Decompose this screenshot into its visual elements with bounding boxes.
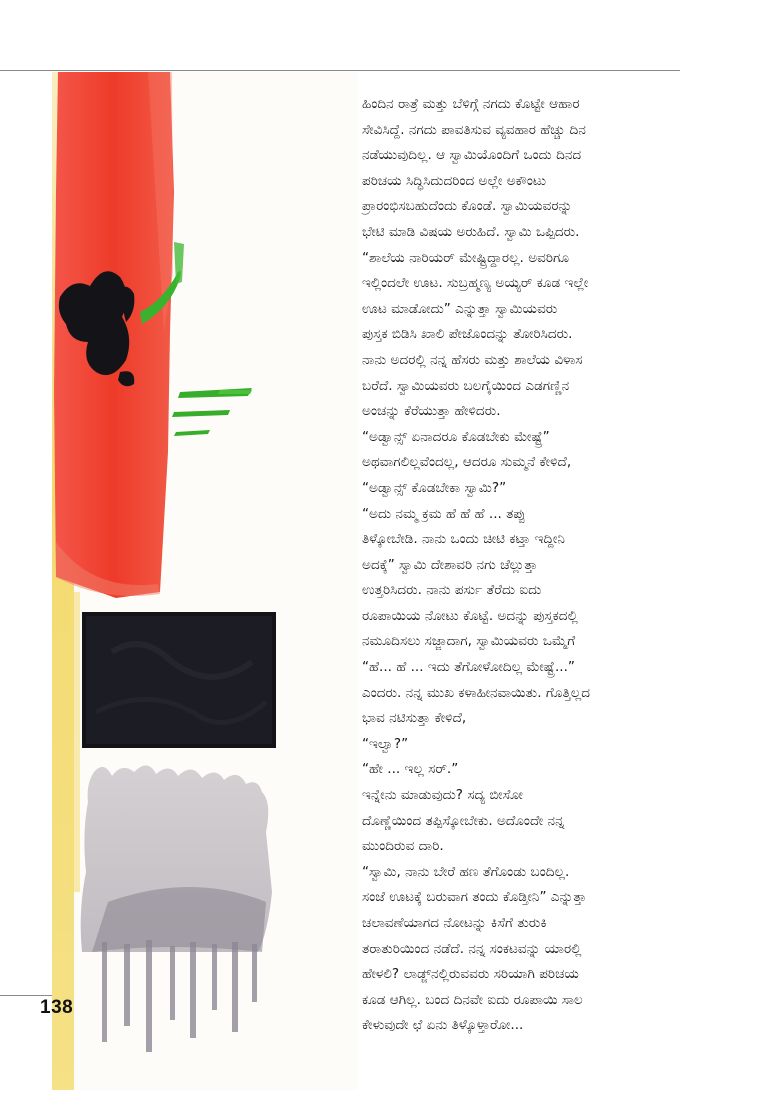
text-line: ತರಾತುರಿಯಿಂದ ನಡೆದೆ. ನನ್ನ ಸಂಕಟವನ್ನು ಯಾರಲ್ಲಿ <box>362 940 582 957</box>
text-line: ಚಲಾವಣೆಯಾಗದ ನೋಟನ್ನು ಕಿಸೆಗೆ ತುರುಕಿ <box>362 915 547 931</box>
ink-artwork-illustration <box>52 72 358 1090</box>
text-line: ಅಥವಾಗಲಿಲ್ಲವೆಂದಲ್ಲ, ಆದರೂ ಸುಮ್ಮನೆ ಕೇಳಿದೆ, <box>362 454 572 471</box>
text-line: ನಮೂದಿಸಲು ಸಜ್ಜಾದಾಗ, ಸ್ವಾಮಿಯವರು ಒಮ್ಮೆಗೆ <box>362 633 576 650</box>
top-rule <box>0 70 680 71</box>
text-line: “ಹೆ... ಹೆ ... ಇದು ತೆಗೋಳೋದಿಲ್ಲ ಮೇಷ್ಟ್ರೆ...” <box>362 659 575 676</box>
text-line: ಉತ್ತರಿಸಿದರು. ನಾನು ಪರ್ಸು ತೆರೆದು ಐದು <box>362 582 542 599</box>
text-line: “ಅದು ನಮ್ಮ ಕ್ರಮ ಹೆ ಹೆ ಹೆ ... ತಪ್ಪು <box>362 505 526 522</box>
text-line: “ಸ್ವಾಮಿ, ನಾನು ಬೇರೆ ಹಣ ತೆಗೊಂಡು ಬಂದಿಲ್ಲ. <box>362 863 570 880</box>
text-line: ಪ್ರಾರಂಭಿಸಬಹುದೆಂದು ಕೊಂಡೆ. ಸ್ವಾಮಿಯವರನ್ನು <box>362 198 573 215</box>
text-line: ರೂಪಾಯಿಯ ನೋಟು ಕೊಟ್ಟೆ. ಅದನ್ನು ಪುಸ್ತಕದಲ್ಲಿ <box>362 607 578 624</box>
body-text <box>362 92 680 1039</box>
page-number: 138 <box>40 997 74 1018</box>
text-line: ಊಟ ಮಾಡೋದು” ಎನ್ನುತ್ತಾ ಸ್ವಾಮಿಯವರು <box>362 300 558 317</box>
black-ink-rectangle <box>82 612 276 748</box>
text-line: “ಅಡ್ವಾನ್ಸ್ ಕೊಡಬೇಕಾ ಸ್ವಾಮಿ?” <box>362 479 507 496</box>
text-line: ನಾನು ಅದರಲ್ಲಿ ನನ್ನ ಹೆಸರು ಮತ್ತು ಶಾಲೆಯ ವಿಳಾಸ <box>362 351 583 368</box>
text-line: ದೊಣ್ಣೆಯಿಂದ ತಪ್ಪಿಸ್ಕೋಬೇಕು. ಅದೊಂದೇ ನನ್ನ <box>362 812 565 829</box>
text-line: ಬರೆದೆ. ಸ್ವಾಮಿಯವರು ಬಲಗೈಯಿಂದ ಎಡಗಣ್ಣಿನ <box>362 377 570 394</box>
text-line: ಅಂಚನ್ನು ಕೆರೆಯುತ್ತಾ ಹೇಳಿದರು. <box>362 403 501 420</box>
text-line: ತಿಳ್ಕೋಬೇಡಿ. ನಾನು ಒಂದು ಚೀಟಿ ಕಟ್ತಾ ಇದ್ದೀನಿ <box>362 531 565 548</box>
text-line: ಭಾವ ನಟಿಸುತ್ತಾ ಕೇಳಿದೆ, <box>362 710 467 727</box>
text-line: ಹೇಳಲಿ? ಲಾಡ್ಜ್‌ನಲ್ಲಿರುವವರು ಸರಿಯಾಗಿ ಪರಿಚಯ <box>362 966 579 983</box>
text-line: “ಹೇ ... ಇಲ್ಲ ಸರ್.” <box>362 761 459 778</box>
text-line: ನಡೆಯುವುದಿಲ್ಲ. ಆ ಸ್ವಾಮಿಯೊಂದಿಗೆ ಒಂದು ದಿನದ <box>362 147 582 164</box>
text-line: ಮುಂದಿರುವ ದಾರಿ. <box>362 838 444 855</box>
text-line: ಹಿಂದಿನ ರಾತ್ರೆ ಮತ್ತು ಬೆಳಿಗ್ಗೆ ನಗದು ಕೊಟ್ಟೇ ಆಹಾರ <box>362 96 580 112</box>
text-line: ಪುಸ್ತಕ ಬಿಡಿಸಿ ಖಾಲಿ ಪೇಜೊಂದನ್ನು ತೋರಿಸಿದರು. <box>362 326 573 343</box>
text-line: ಇಲ್ಲಿಂದಲೇ ಊಟ. ಸುಬ್ರಹ್ಮಣ್ಯ ಅಯ್ಯರ್ ಕೂಡ ಇಲ್ಲೇ <box>362 275 589 292</box>
text-line: ಭೇಟಿ ಮಾಡಿ ವಿಷಯ ಅರುಹಿದೆ. ಸ್ವಾಮಿ ಒಪ್ಪಿದರು. <box>362 223 580 240</box>
text-line: ಇನ್ನೇನು ಮಾಡುವುದು? ಸದ್ಯ ಬೀಸೋ <box>362 787 523 804</box>
text-line: ಎಂದರು. ನನ್ನ ಮುಖ ಕಳಾಹೀನವಾಯಿತು. ಗೊತ್ತಿಲ್ಲದ <box>362 684 590 701</box>
text-line: “ಅಡ್ವಾನ್ಸ್ ಏನಾದರೂ ಕೊಡಬೇಕು ಮೇಷ್ಟ್ರೆ” <box>362 428 550 445</box>
text-line: ಅದಕ್ಕೆ” ಸ್ವಾಮಿ ದೇಶಾವರಿ ನಗು ಚೆಲ್ಲುತ್ತಾ <box>362 556 538 573</box>
text-line: “ಇಲ್ವಾ?” <box>362 735 409 752</box>
text-line: ಕೇಳುವುದೇ ಛೆ ಏನು ತಿಳ್ಕೊಳ್ತಾರೋ... <box>362 1017 524 1034</box>
text-line: ಸೇವಿಸಿದ್ದೆ. ನಗದು ಪಾವತಿಸುವ ವ್ಯವಹಾರ ಹೆಚ್ಚು ದಿನ <box>362 121 586 138</box>
text-line: ಪರಿಚಯ ಸಿದ್ಧಿಸಿದುದರಿಂದ ಅಲ್ಲೇ ಅಕೌಂಟು <box>362 172 547 189</box>
text-line: ಕೂಡ ಆಗಿಲ್ಲ. ಬಂದ ದಿನವೇ ಐದು ರೂಪಾಯಿ ಸಾಲ <box>362 991 583 1008</box>
text-line: “ಶಾಲೆಯ ನಾರಿಯರ್ ಮೇಷ್ಟ್ರಿದ್ದಾರಲ್ಲ. ಅವರಿಗೂ <box>362 249 570 266</box>
bottom-rule <box>0 995 52 996</box>
text-line: ಸಂಜೆ ಊಟಕ್ಕೆ ಬರುವಾಗ ತಂದು ಕೊಡ್ತೀನಿ” ಎನ್ನುತ್ತಾ <box>362 889 587 906</box>
